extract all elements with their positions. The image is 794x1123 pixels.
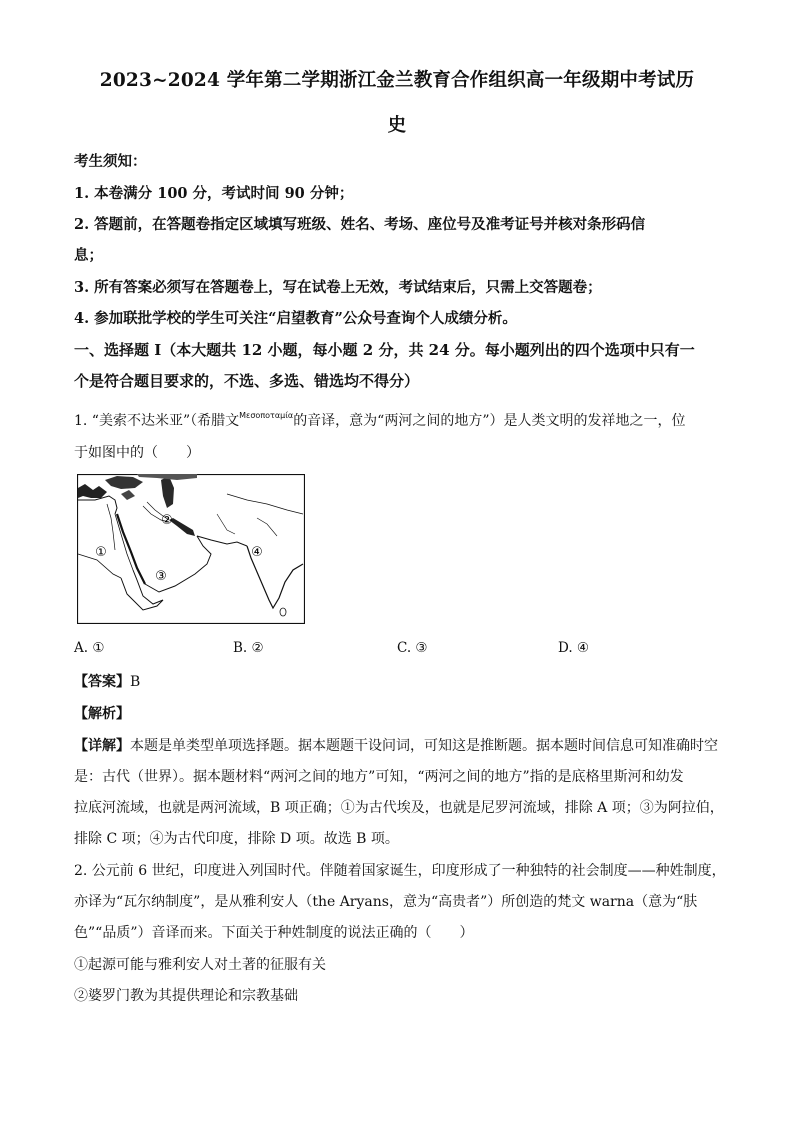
q1-greek-word: Μεσοποταμία xyxy=(239,411,294,420)
notice-item-1: 1. 本卷满分 100 分，考试时间 90 分钟； xyxy=(74,185,354,202)
notice-item-4: 4. 参加联批学校的学生可关注“启望教育”公众号查询个人成绩分析。 xyxy=(74,310,517,327)
q2-statement-2: ②婆罗门教为其提供理论和宗教基础 xyxy=(74,988,298,1004)
exam-title-line1: 2023~2024 学年第二学期浙江金兰教育合作组织高一年级期中考试历 xyxy=(99,70,695,91)
q1-answer xyxy=(74,671,140,691)
q1-option-b: B. ② xyxy=(233,640,264,656)
map-label-1: ① xyxy=(95,545,107,560)
q2-line1: 2. 公元前 6 世纪，印度进入列国时代。伴随着国家诞生，印度形成了一种独特的社会制度——种姓制度， xyxy=(74,863,726,879)
answer-value: B xyxy=(130,674,141,690)
map-label-3: ③ xyxy=(155,569,167,584)
q1-detail-line1 xyxy=(74,735,718,755)
answer-tag: 【答案】 xyxy=(74,674,130,690)
notice-heading: 考生须知： xyxy=(74,153,147,170)
q2-line3: 色”“品质”）音译而来。下面关于种姓制度的说法正确的（ ） xyxy=(74,925,474,941)
q2-line2: 亦译为“瓦尔纳制度”，是从雅利安人（the Aryans，意为“高贵者”）所创造的梵文 warna（意为“肤 xyxy=(74,894,698,910)
notice-item-2-cont: 息； xyxy=(74,247,103,264)
q1-detail-line3: 拉底河流域，也就是两河流域，B 项正确；①为古代埃及，也就是尼罗河流域，排除 A 项；③为阿拉伯， xyxy=(74,800,724,816)
q1-detail-line2: 是：古代（世界）。据本题材料“两河之间的地方”可知，“两河之间的地方”指的是底格里斯河和幼发 xyxy=(74,769,684,785)
detail-text-1: 本题是单类型单项选择题。据本题题干设问词，可知这是推断题。据本题时间信息可知准确时空 xyxy=(130,738,718,754)
q1-detail-line4: 排除 C 项；④为古代印度，排除 D 项。故选 B 项。 xyxy=(74,831,399,847)
detail-tag: 【详解】 xyxy=(74,738,130,754)
section-heading-line1: 一、选择题 I（本大题共 12 小题，每小题 2 分，共 24 分。每小题列出的四个选项中只有一 xyxy=(74,341,695,359)
q2-statement-1: ①起源可能与雅利安人对土著的征服有关 xyxy=(74,957,326,973)
q1-option-a: A. ① xyxy=(74,640,105,656)
section-heading-line2: 个是符合题目要求的，不选、多选、错选均不得分） xyxy=(74,372,420,390)
q1-stem xyxy=(74,410,686,430)
q1-stem-part-a: 1. “美索不达米亚”（希腊文 xyxy=(74,413,240,429)
q1-stem-part-b: 的音译，意为“两河之间的地方”）是人类文明的发祥地之一，位 xyxy=(293,413,686,429)
exam-title-line2: 史 xyxy=(387,115,407,136)
notice-item-3: 3. 所有答案必须写在答题卷上，写在试卷上无效，考试结束后，只需上交答题卷； xyxy=(74,279,602,296)
map-label-2: ② xyxy=(161,513,173,528)
q1-stem-cont: 于如图中的（ ） xyxy=(74,445,200,461)
map-label-4: ④ xyxy=(251,545,263,560)
analysis-tag: 【解析】 xyxy=(74,706,130,722)
q1-option-c: C. ③ xyxy=(397,640,428,656)
q1-option-d: D. ④ xyxy=(558,640,590,656)
notice-item-2: 2. 答题前，在答题卷指定区域填写班级、姓名、考场、座位号及准考证号并核对条形码信 xyxy=(74,216,646,233)
q1-map xyxy=(77,474,305,624)
